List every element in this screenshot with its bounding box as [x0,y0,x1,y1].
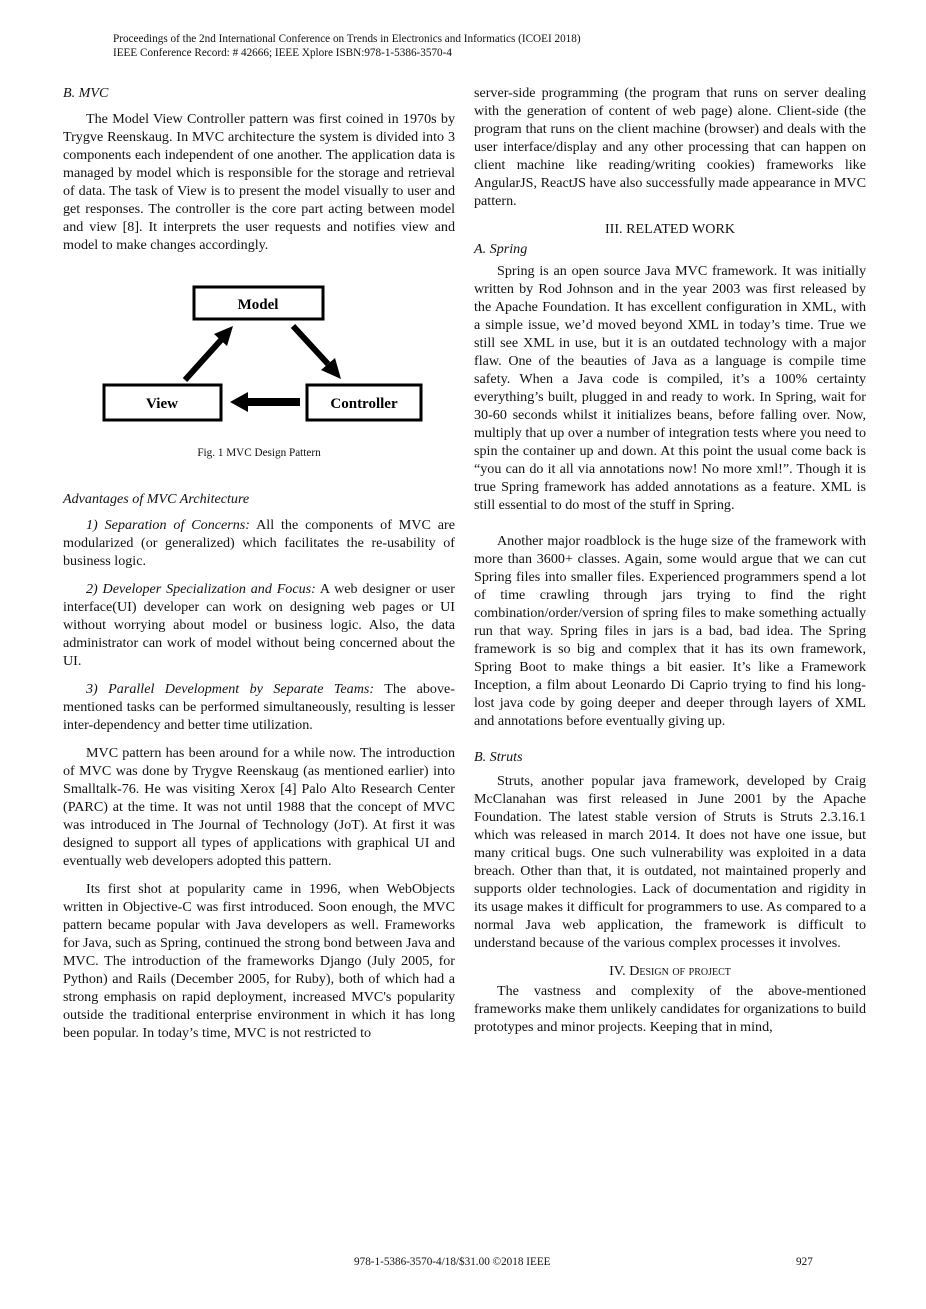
subsection-heading-struts: B. Struts [474,749,523,765]
figure-caption: Fig. 1 MVC Design Pattern [197,447,321,459]
page-number: 927 [796,1256,813,1268]
section-heading-mvc: B. MVC [63,85,109,101]
section-heading-design: IV. Design of project [609,963,731,979]
continued-paragraph: server-side programming (the program that runs on server dealing with the generation of content of web page) alone. Client-side (the program that runs on the client machine (browser) and deals with the user interface/display and any other processing that can happen on client machine like reading/writing cookies) frameworks like AngularJS, ReactJS have also successfully made appearance in MVC pattern. [474,85,866,209]
advantage-3-title: 3) Parallel Development by Separate Teams: [86,681,375,697]
footer-isbn: 978-1-5386-3570-4/18/$31.00 ©2018 IEEE [354,1256,551,1268]
controller-label: Controller [330,396,398,412]
spring-paragraph-2: Another major roadblock is the huge size of the framework with more than 3600+ classes. Again, some would argue that we can cut Spring files into smaller files. Experienced programmers spend a lot of time crawling through jars trying to find the right combination/order/version of spring files to make something actually run that way. Spring files in jars is a bad, bad idea. The Spring framework is so big and complex that it has its own framework, Spring Boot to make things a bit easier. It’s like a Framework Inception, a film about Leonardo Di Caprio trying to find his long-lost java code by going deeper and deeper through layers of XML and annotations before eventually giving up. [474,533,866,729]
right-column [474,84,866,1036]
mvc-figure [63,284,455,444]
left-column [63,84,455,1042]
advantage-3-text: The above-mentioned tasks can be performed simultaneously, resulting is lesser inter-dependency and better time utilization. [63,681,455,733]
section-heading-related-work: III. RELATED WORK [604,221,736,237]
advantages-heading: Advantages of MVC Architecture [63,491,250,507]
struts-paragraph: Struts, another popular java framework, developed by Craig McClanahan was first released in June 2001 by the Apache Foundation. The latest stable version of Struts is Struts 2.3.16.1 which was released in march 2014. It does not have one issue, but many critical bugs. One such vulnerability was exploited in a data breach. Other than that, it is outdated, not maintained properly and supports older technologies. Lack of documentation and rigidity in its usage makes it difficult for programmers to use. As compared to a normal Java web application, the framework is difficult to understand because of the various complex processes it involves. [474,773,866,951]
advantage-2-title: 2) Developer Specialization and Focus: [86,581,316,597]
view-label: View [146,396,178,412]
popularity-paragraph: Its first shot at popularity came in 1996, when WebObjects written in Objective-C was first introduced. Soon enough, the MVC pattern became popular with Java developers as well. Frameworks for Java, such as Spring, continued the strong bond between Java and MVC. The introduction of the frameworks Django (July 2005, for Python) and Rails (December 2005, for Ruby), both of which had a strong emphasis on rapid deployment, increased MVC's popularity outside the traditional enterprise environment in which it has long been popular. In today’s time, MVC is not restricted to [63,881,455,1041]
header-line-1: Proceedings of the 2nd International Conference on Trends in Electronics and Informatics (ICOEI 2018) [113,33,581,45]
mvc-diagram [63,284,455,444]
history-paragraph: MVC pattern has been around for a while now. The introduction of MVC was done by Trygve Reenskaug (as mentioned earlier) into Smalltalk-76. He was visiting Xerox [4] Palo Alto Research Center (PARC) at the time. It was not until 1988 that the concept of MVC was introduced in The Journal of Technology (JoT). At first it was designed to support all types of applications with graphical UI and eventually web developers adopted this pattern. [63,745,455,869]
running-header [113,32,581,60]
arrow-model-to-controller [293,326,341,379]
mvc-paragraph: The Model View Controller pattern was first coined in 1970s by Trygve Reenskaug. In MVC architecture the system is divided into 3 components each independent of one another. The application data is managed by model which is responsible for the storage and retrieval of data. The task of View is to present the model visually to user and get responses. The controller is the core part acting between model and view [8]. It interprets the user requests and notifies view and model to make changes accordingly. [63,111,455,253]
subsection-heading-spring: A. Spring [474,241,528,257]
advantage-1-title: 1) Separation of Concerns: [86,517,250,533]
model-label: Model [237,297,279,313]
arrow-view-to-model [185,326,233,380]
arrow-controller-to-view [230,392,300,412]
advantage-1 [63,516,455,570]
advantage-3 [63,680,455,734]
spring-paragraph-1: Spring is an open source Java MVC framework. It was initially written by Rod Johnson and in the year 2003 was first released by the Apache Foundation. It has excellent configuration in XML, with a simple issue, we’d moved beyond XML in today’s time. True we still see XML in use, but it is an outdated technology with a major flaw. One of the beauties of Java as a language is compile time safety. When a Java code is compiled, it’s a 100% certainty everything’s built, plugged in and ready to work. In Spring, wait for 30-60 seconds whilst it initializes beans, before falling over. Now, multiply that up over a number of integration tests where you need to spin the container up and down. At this point the usual come back is “you can do it all via annotations now! No more xml!”. Though it is true Spring framework has added annotations as a feature. XML is still essential to do most of the stuff in Spring. [474,263,866,513]
advantage-2-text: A web designer or user interface(UI) developer can work on designing web pages or UI without worrying about model or business logic. Also, the data administrator can work of model without being concerned about the UI. [63,581,455,669]
design-paragraph: The vastness and complexity of the above-mentioned frameworks make them unlikely candidates for organizations to build prototypes and minor projects. Keeping that in mind, [474,983,866,1035]
advantage-2 [63,580,455,670]
advantage-1-text: All the components of MVC are modularized (or generalized) which facilitates the re-usability of business logic. [63,517,455,569]
header-line-2: IEEE Conference Record: # 42666; IEEE Xplore ISBN:978-1-5386-3570-4 [113,47,452,59]
